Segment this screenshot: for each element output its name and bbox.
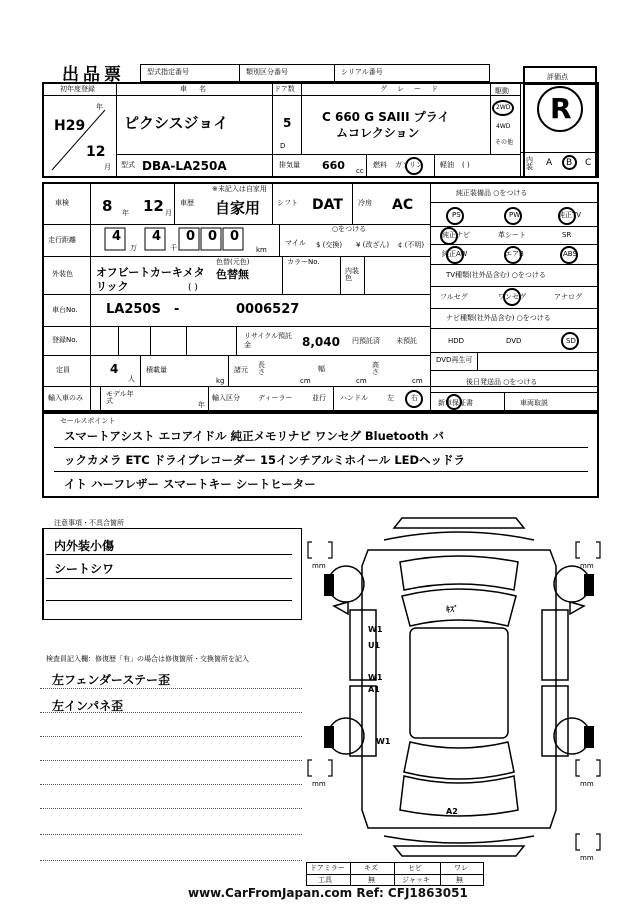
tv-title: TV種類(社外品含む) ○をつける: [446, 271, 546, 279]
car-diagram: [304, 510, 614, 880]
drive-label: 駆動: [495, 87, 509, 95]
meter-tampered: ¥ (改ざん): [356, 241, 390, 249]
handle-circle: [405, 390, 423, 408]
inspector-line-1: 左フェンダーステー歪: [52, 673, 171, 687]
legend-jack: ジャッキ: [402, 876, 430, 884]
drive-2wd: 2WD: [496, 104, 511, 111]
ac-label: 冷房: [358, 199, 372, 207]
import-year-unit: 年: [198, 401, 205, 409]
model-label: 型式: [121, 161, 135, 169]
mm-rear-right: mm: [580, 780, 594, 788]
handle-label: ハンドル: [340, 394, 368, 402]
equip-leather: 革シート: [498, 231, 526, 239]
rating-label: 評価点: [547, 73, 568, 81]
legend-scratch: キズ: [364, 864, 378, 872]
legend-tools-value: 無: [368, 876, 375, 884]
meter-exchange: $ (交換): [316, 241, 343, 249]
interior-b: B: [566, 158, 573, 168]
sheet-title: 出品票: [62, 65, 125, 85]
category-label: 類別区分番号: [246, 68, 288, 76]
shaken-label: 車検: [55, 199, 69, 207]
equip-tv: 純正TV: [558, 211, 582, 219]
type-cert-label: 型式指定番号: [147, 68, 189, 76]
handle-left: 左: [387, 394, 394, 402]
mm-bottom-right: mm: [580, 854, 594, 862]
legend-crack: ヒビ: [408, 864, 422, 872]
chassis-model: LA250S: [106, 302, 161, 317]
later-title: 後日発送品 ○をつける: [466, 378, 538, 386]
mileage-label: 走行距離: [48, 236, 76, 244]
mileage-digit-2: 4: [152, 229, 165, 244]
ac-value: AC: [392, 197, 414, 213]
equip-pw-circle: [504, 207, 522, 225]
load-label: 積載量: [146, 366, 167, 374]
doors-label: ドア数: [274, 85, 295, 93]
height-cm: cm: [412, 377, 423, 385]
mark-bumper-a: A2: [446, 807, 458, 816]
tv-fullseg: フルセグ: [440, 293, 468, 301]
equip-sr: SR: [562, 231, 572, 239]
color-label: 外装色: [52, 270, 73, 278]
grade-label: グレード: [380, 85, 448, 93]
rating-value: R: [550, 92, 572, 125]
sales-line-1: スマートアシスト エコアイドル 純正メモリナビ ワンセグ Bluetooth バ: [64, 429, 445, 443]
length-label: 長さ: [258, 361, 265, 376]
chassis-label: 車台No.: [52, 306, 78, 314]
door-code: D: [280, 142, 286, 150]
shaken-year-unit: 年: [122, 209, 129, 217]
chassis-dash: -: [174, 302, 180, 317]
category-box: [239, 64, 335, 82]
type-cert-box: [140, 64, 240, 82]
serial-label: シリアル番号: [341, 68, 383, 76]
shaken-month-unit: 月: [165, 209, 172, 217]
mileage-digit-3: 0: [186, 229, 199, 244]
equip-abs-circle: [560, 246, 578, 264]
color-no-label: カラーNo.: [287, 258, 320, 266]
recycle-value: 8,040: [302, 335, 340, 349]
fuel-label: 燃料: [373, 161, 387, 169]
drive-4wd: 4WD: [496, 123, 511, 130]
mm-rear-left: mm: [312, 780, 326, 788]
navi-sd-circle: [561, 332, 579, 350]
color-orig-label: 色替(元色): [216, 258, 250, 266]
notes-label: 注意事項・不具合箇所: [54, 519, 124, 527]
first-reg-label: 初年度登録: [60, 85, 95, 93]
inspector-line-2: 左インパネ歪: [52, 699, 124, 713]
tv-oneseg: ワンセグ: [498, 293, 526, 301]
recycle-label: リサイクル預託金: [244, 332, 293, 349]
watermark: www.CarFromJapan.com Ref: CFJ1863051: [188, 886, 468, 900]
interior-circle: [562, 155, 577, 170]
displacement-value: 660: [322, 159, 345, 172]
legend-tools: 工具: [318, 876, 332, 884]
mark-door-2-a: A1: [368, 685, 380, 694]
equipment-title: 純正装備品 ○をつける: [456, 189, 528, 197]
model-year-label: モデル年式: [106, 390, 134, 405]
import-class-label: 輸入区分: [212, 394, 240, 402]
car-name: ピクシスジョイ: [124, 114, 229, 132]
handle-right: 右: [411, 394, 418, 402]
color-value: オフビートカーキメタリック: [96, 266, 205, 293]
history-label: 車歴: [180, 199, 194, 207]
fuel-value: ガソリン: [395, 161, 423, 169]
mile-label: マイル: [285, 239, 306, 247]
dealer-option: ディーラー: [258, 394, 293, 402]
sales-line-2: ックカメラ ETC ドライブレコーダー 15インチアルミホイール LEDヘッドラ: [64, 453, 466, 467]
chassis-number: 0006527: [236, 302, 300, 317]
light-oil-label: 軽油: [440, 161, 454, 169]
mileage-boxes: [104, 226, 254, 254]
equip-tv-circle: [558, 207, 576, 225]
legend-mirror: ドアミラー: [310, 864, 345, 872]
grade-line2: ムコレクション: [336, 126, 420, 140]
month-suffix: 月: [104, 163, 111, 171]
meter-note: ○をつける: [332, 225, 367, 233]
kg-unit: kg: [216, 377, 225, 385]
later-manual: 車両取説: [520, 399, 548, 407]
equip-navi: 純正ナビ: [442, 231, 470, 239]
legend-broken: ワレ: [454, 864, 468, 872]
reg-slash: [50, 108, 110, 172]
interior-c: C: [585, 158, 592, 168]
grade-line1: C 660 G SAIII プライ: [322, 110, 450, 124]
width-cm: cm: [356, 377, 367, 385]
shift-label: シフト: [277, 199, 298, 207]
meter-unknown: ¢ (不明): [398, 241, 425, 249]
light-oil-paren: ( ): [462, 161, 470, 169]
parallel-option: 並行: [312, 394, 326, 402]
recycle-unpaid: 未預託: [396, 337, 417, 345]
shaken-month: 12: [143, 197, 164, 215]
inspector-label: 検査員記入欄：修復歴「有」の場合は修復箇所・交換箇所を記入: [46, 655, 249, 663]
model-value: DBA-LA250A: [142, 159, 227, 173]
capacity-value: 4: [110, 362, 119, 376]
equip-aw: 純正AW: [442, 250, 468, 258]
interior-color-label: 内装色: [345, 267, 359, 282]
tv-oneseg-circle: [503, 288, 521, 306]
note-line-2: シートシワ: [54, 562, 115, 576]
reg-no-label: 登録No.: [52, 336, 78, 344]
first-reg-month: 12: [86, 144, 106, 160]
note-line-1: 内外装小傷: [54, 539, 115, 553]
color-change: 色替無: [216, 268, 249, 281]
interior-a: A: [546, 158, 553, 168]
equip-ps: PS: [452, 211, 461, 219]
mileage-digit-5: 0: [230, 229, 243, 244]
cc-unit: cc: [356, 167, 364, 175]
mark-hood: ｷｽﾞ: [446, 605, 458, 614]
capacity-unit: 人: [128, 375, 135, 383]
navi-dvd: DVD: [506, 337, 522, 345]
displacement-label: 排気量: [279, 161, 300, 169]
mileage-digit-4: 0: [208, 229, 221, 244]
navi-hdd: HDD: [448, 337, 465, 345]
mark-door-1-w: W1: [368, 625, 383, 634]
equip-airbag-circle: [504, 246, 522, 264]
equip-airbag: エアB: [505, 250, 524, 258]
height-label: 高さ: [372, 361, 379, 376]
first-reg-year: H29: [54, 118, 86, 134]
tv-analog: アナログ: [554, 293, 582, 301]
color-paren: ( ): [188, 283, 198, 293]
man-unit: 万: [130, 244, 137, 252]
drive-circle: [492, 100, 514, 116]
shaken-year: 8: [102, 197, 113, 215]
equip-aw-circle: [446, 246, 464, 264]
mark-door-1-u: U1: [368, 641, 381, 650]
mark-rear-w: W1: [376, 737, 391, 746]
equip-pw: PW: [509, 211, 521, 219]
history-value: 自家用: [215, 199, 261, 217]
later-warranty-circle: [446, 394, 462, 410]
dims-label: 諸元: [234, 366, 248, 374]
mileage-digit-1: 4: [112, 229, 125, 244]
sales-points-label: セールスポイント: [60, 417, 116, 425]
recycle-unit: 円預託済: [352, 337, 380, 345]
navi-sd: SD: [566, 337, 576, 345]
equip-navi-circle: [440, 227, 458, 245]
mark-door-2-w: W1: [368, 673, 383, 682]
drive-other: その他: [495, 139, 514, 146]
serial-box: [334, 64, 490, 82]
history-note: ※未記入は自家用: [212, 185, 267, 193]
equip-abs: ABS: [563, 250, 577, 258]
sales-line-3: イト ハーフレザー スマートキー シートヒーター: [64, 477, 316, 491]
dvd-playable: DVD再生可: [436, 356, 473, 364]
fuel-circle: [405, 157, 423, 175]
interior-grade-label: 内装: [526, 156, 533, 171]
capacity-label: 定員: [56, 366, 70, 374]
later-warranty: 新車保証書: [438, 399, 473, 407]
import-label: 輸入車のみ: [48, 394, 83, 402]
km-unit: km: [256, 246, 267, 254]
length-cm: cm: [300, 377, 311, 385]
equip-ps-circle: [446, 207, 464, 225]
shift-value: DAT: [312, 197, 343, 213]
navi-title: ナビ種類(社外品含む) ○をつける: [446, 314, 551, 322]
year-suffix: 年: [96, 103, 103, 111]
sen-unit: 千: [170, 244, 177, 252]
legend-jack-value: 無: [456, 876, 463, 884]
car-name-label: 車名: [180, 85, 218, 93]
mm-front-left: mm: [312, 562, 326, 570]
width-label: 幅: [318, 365, 325, 373]
doors-value: 5: [283, 116, 292, 130]
mm-front-right: mm: [580, 562, 594, 570]
